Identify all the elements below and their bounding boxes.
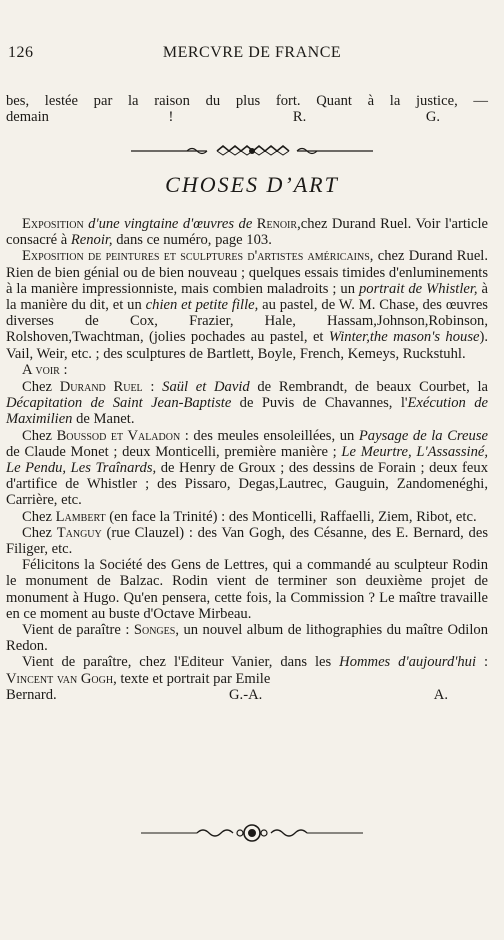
intro-line-1: bes, lestée par la raison du plus fort. Quant à la justice, —	[6, 93, 488, 109]
ornament-flourish-icon	[137, 822, 367, 844]
page-number: 126	[8, 44, 34, 61]
paragraph-rodin: Félicitons la Société des Gens de Lettres, qui a commandé au sculpteur Rodin le monument de Balzac. Rodin vient de terminer son deuxième projet de monument à Hugo. Qu'en pensera, cette fois, la Commission ? Le maître travaille en ce moment au buste d'Octave Mirbeau.	[6, 557, 488, 622]
intro-text	[6, 93, 488, 125]
ornament-divider-bottom	[0, 822, 504, 844]
intro-line-2: demain ! R. G.	[6, 109, 441, 126]
paragraph-songes: Vient de paraître : Songes, un nouvel album de lithographies du maître Odilon Redon.	[6, 622, 489, 655]
paragraph-lambert: Chez Lambert (en face la Trinité) : des Monticelli, Raffaelli, Ziem, Ribot, etc.	[22, 508, 477, 525]
vanier-signature-line: Bernard. G.-A. A.	[6, 686, 448, 703]
article-signature: G.-A. A.	[229, 686, 448, 703]
paragraph-boussod-valadon: Chez Boussod et Valadon : des meules ensoleillées, un Paysage de la Creuse de Claude Monet ; deux Monticelli, première manière ; Le Meurtre, L'Assassiné, Le Pendu, Les Traînards, de Henry de Groux ; des dessins de Forain ; deux feux d'artifice de Whistler ; des Pissaro, Degas,Lautrec, Gauguin, Zandomenéghi, Carrière, etc.	[6, 427, 488, 509]
intro-signature: R. G.	[292, 109, 441, 126]
paragraph-americains: Exposition de peintures et sculptures d'artistes américains, chez Durand Ruel. Rien de bien génial ou de bien nouveau ; quelques essais timides d'enluminements à la manière impressionniste, mais combien maladroits ; un portrait de Whistler, à la manière du dit, et un chien et petite fille, au pastel, de W. M. Chase, des œuvres diverses de Cox, Frazier, Hale, Hassam,Johnson,Robinson, Rolshoven,Twachtman, (jolies pochades au pastel, et Winter,the mason's house). Vail, Weir, etc. ; des sculptures de Bartlett, Boyle, French, Kemeys, Ruckstuhl.	[6, 248, 488, 362]
ornament-divider-top	[0, 143, 504, 159]
paragraph-tanguy: Chez Tanguy (rue Clauzel) : des Van Gogh, des Césanne, des E. Bernard, des Filiger, etc.	[6, 524, 489, 558]
paragraph-vanier: Vient de paraître, chez l'Editeur Vanier, dans les Hommes d'aujourd'hui : Vincent van Gogh, texte et portrait par Emile	[6, 654, 489, 687]
ornament-rule-icon	[127, 143, 377, 159]
article-body	[6, 216, 488, 703]
paragraph-renoir: Exposition d'une vingtaine d'œuvres de Renoir,chez Durand Ruel. Voir l'article consacré à Renoir, dans ce numéro, page 103.	[6, 216, 488, 249]
paragraph-a-voir: A voir :	[22, 361, 68, 378]
paragraph-durand-ruel: Chez Durand Ruel : Saül et David de Rembrandt, de beaux Courbet, la Décapitation de Saint Jean-Baptiste de Puvis de Chavannes, l'Exécution de Maximilien de Manet.	[6, 379, 488, 428]
section-title: CHOSES D’ART	[165, 172, 339, 197]
running-head: MERCVRE DE FRANCE	[162, 44, 342, 61]
page-header	[0, 44, 504, 64]
